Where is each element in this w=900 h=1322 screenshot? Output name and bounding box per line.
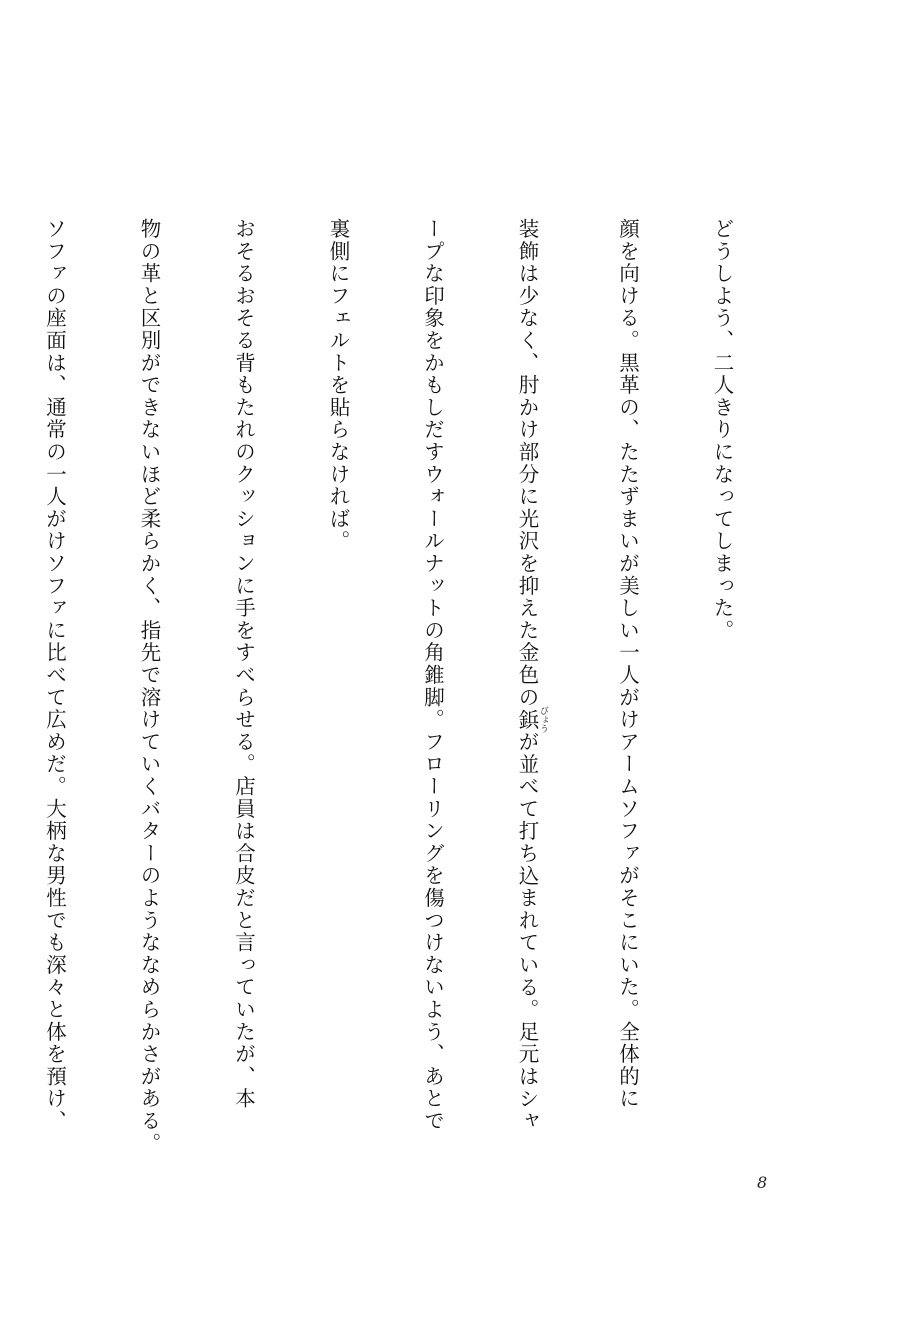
vertical-text-body	[0, 218, 800, 1155]
text-line: 顔を向ける。黒革の、たたずまいが美しい一人がけアームソファがそこにいた。全体的に	[615, 218, 640, 1110]
page-number: 8	[757, 1173, 768, 1192]
text-line: ープな印象をかもしだすウォールナットの角錐脚。フローリングを傷つけないよう、あとで	[420, 218, 445, 1133]
ruby-reading: びょう	[538, 706, 548, 734]
text-line: 裏側にフェルトを貼らなければ。	[326, 218, 350, 553]
text-line: 物の革と区別ができないほど柔らかく、指先で溶けていくバターのようななめらかさがある。	[137, 218, 161, 1155]
text-line: どうしよう、二人きりになってしまった。	[710, 218, 734, 642]
text-line: おそるおそる背もたれのクッションに手をすべらせる。店員は合皮だと言っていたが、本	[231, 218, 256, 1110]
text-line: 装飾は少なく、肘かけ部分に光沢を抑えた金色の鋲 びょうが並べて打ち込まれている。足元はシャ	[515, 218, 548, 1133]
text-line: ソファの座面は、通常の一人がけソファに比べて広めだ。大柄な男性でも深々と体を預け、	[42, 218, 67, 1133]
ruby-annotation: 鋲 びょう	[515, 706, 548, 734]
